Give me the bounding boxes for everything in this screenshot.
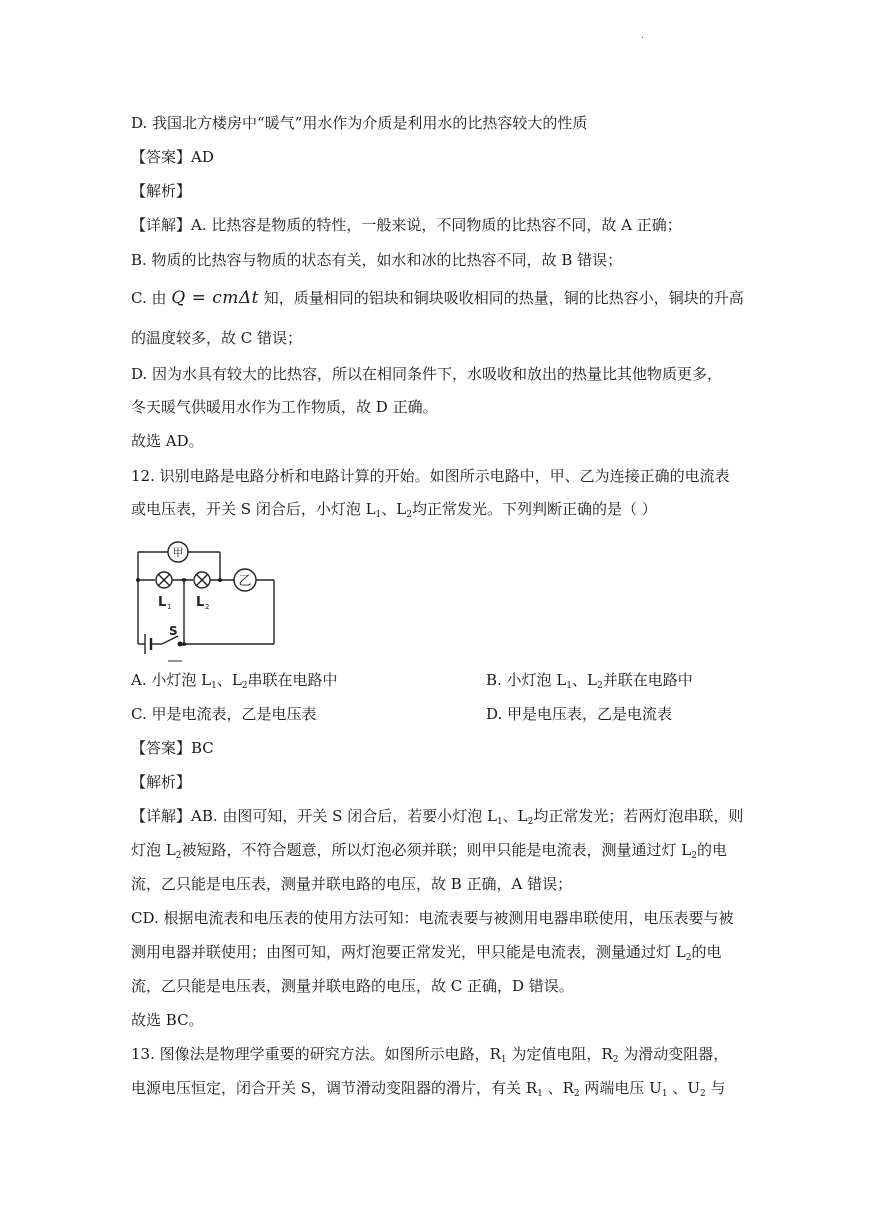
q12-detail-2-pre: 灯泡 L [131, 841, 176, 859]
q11-detail-d1: D. 因为水具有较大的比热容，所以在相同条件下，水吸收和放出的热量比其他物质更多， [131, 365, 723, 383]
sub-1: 1 [496, 817, 503, 827]
junction-bottom [182, 642, 186, 646]
sub-1: 1 [661, 1089, 668, 1099]
sub-2: 2 [175, 851, 182, 861]
q12-detail-1-pre: 【详解】AB. 由图可知，开关 S 闭合后，若要小灯泡 L [131, 807, 497, 825]
sub-2: 2 [612, 1055, 619, 1065]
sub-2: 2 [691, 851, 697, 861]
q11-detail-c-cont: 的温度较多，故 C 错误； [131, 329, 303, 347]
q11-answer: 【答案】AD [131, 148, 214, 166]
q12-option-b [486, 670, 693, 696]
sep: 、L [502, 807, 528, 825]
page-mark: . [641, 30, 645, 41]
sub-2: 2 [597, 681, 603, 691]
q13-stem-2 [131, 1078, 726, 1104]
sub-2: 2 [406, 510, 412, 520]
q11-conclusion: 故选 AD。 [131, 432, 204, 450]
q12-option-b-pre: B. 小灯泡 L [486, 671, 567, 689]
q12-analysis-label: 【解析】 [131, 773, 192, 791]
q12-detail-5-post: 的电 [691, 943, 722, 961]
q12-stem-1: 12. 识别电路是电路分析和电路计算的开始。如图所示电路中，甲、乙为连接正确的电流表 [131, 467, 730, 485]
q12-option-a-post: 串联在电路中 [247, 671, 338, 689]
q13-stem-1-mid: 为定值电阻，R [506, 1045, 613, 1063]
q11-detail-a: 【详解】A. 比热容是物质的特性，一般来说，不同物质的比热容不同，故 A 正确； [131, 216, 682, 234]
q12-option-b-post: 并联在电路中 [602, 671, 693, 689]
q13-stem-2-m2: 两端电压 U [579, 1079, 662, 1097]
q12-detail-5-pre: 测用电器并联使用；由图可知，两灯泡要正常发光，甲只能是电流表，测量通过灯 L [131, 943, 686, 961]
q11-detail-c-pre: C. 由 [131, 289, 167, 307]
sub-1: 1 [375, 510, 382, 520]
sep: 、L [216, 671, 242, 689]
sub-2: 2 [699, 1089, 706, 1099]
q13-stem-1-post: 为滑动变阻器， [618, 1045, 729, 1063]
sub-2: 2 [573, 1089, 580, 1099]
sep: 、L [381, 500, 407, 518]
q11-detail-c [131, 288, 744, 308]
lamp1-label: L [158, 595, 167, 610]
lamp2-label: L [196, 595, 205, 610]
q13-stem-2-post: 与 [705, 1079, 726, 1097]
q12-detail-2-post: 的电 [696, 841, 727, 859]
q11-detail-c-post: 知，质量相同的铝块和铜块吸收相同的热量，铜的比热容小，铜块的升高 [263, 289, 744, 307]
meter-jia-label: 甲 [172, 546, 184, 559]
sub-1: 1 [211, 681, 217, 691]
q12-detail-3: 流，乙只能是电压表，测量并联电路的电压，故 B 正确，A 错误； [131, 875, 573, 893]
meter-yi-label: 乙 [238, 574, 252, 589]
q12-conclusion: 故选 BC。 [131, 1011, 204, 1029]
q11-detail-d2: 冬天暖气供暖用水作为工作物质，故 D 正确。 [131, 398, 438, 416]
lamp2-sub: 2 [205, 603, 210, 611]
sub-1: 1 [566, 681, 573, 691]
junction-left [136, 578, 140, 582]
q13-stem-1-pre: 13. 图像法是物理学重要的研究方法。如图所示电路，R [131, 1045, 501, 1063]
q13-stem-1 [131, 1044, 728, 1070]
q11-analysis-label: 【解析】 [131, 182, 192, 200]
lamp1-sub: 1 [167, 603, 172, 611]
heat-formula: Q = cmΔt [171, 288, 260, 308]
q12-option-d: D. 甲是电压表，乙是电流表 [486, 705, 673, 723]
q12-option-c: C. 甲是电流表，乙是电压表 [131, 705, 317, 723]
q12-detail-5 [131, 942, 721, 968]
circuit-diagram [128, 534, 283, 664]
sub-1: 1 [537, 1089, 543, 1099]
sub-1: 1 [500, 1055, 507, 1065]
sub-2: 2 [685, 953, 692, 963]
sub-2: 2 [241, 681, 248, 691]
junction-middle [182, 578, 186, 582]
q13-stem-2-m3: 、U [667, 1079, 700, 1097]
q12-detail-4: CD. 根据电流表和电压表的使用方法可知：电流表要与被测用电器串联使用，电压表要与被 [131, 909, 734, 927]
q12-detail-2-mid: 被短路，不符合题意，所以灯泡必须并联；则甲只能是电流表，测量通过灯 L [181, 841, 692, 859]
q13-stem-2-m1: 、R [542, 1079, 574, 1097]
q11-option-d: D. 我国北方楼房中“暖气”用水作为介质是利用水的比热容较大的性质 [131, 114, 588, 132]
q13-stem-2-pre: 电源电压恒定，闭合开关 S，调节滑动变阻器的滑片，有关 R [131, 1079, 538, 1097]
q12-detail-1-post: 均正常发光；若两灯泡串联，则 [533, 807, 744, 825]
q12-answer: 【答案】BC [131, 739, 214, 757]
sub-2: 2 [527, 817, 534, 827]
q12-stem-2-post: 均正常发光。下列判断正确的是（ ） [411, 500, 657, 518]
junction-right [218, 578, 222, 582]
q12-stem-2 [131, 499, 657, 525]
q12-detail-2 [131, 840, 727, 866]
sep: 、L [572, 671, 597, 689]
q12-detail-6: 流，乙只能是电压表，测量并联电路的电压，故 C 正确，D 错误。 [131, 977, 574, 995]
q12-option-a-pre: A. 小灯泡 L [131, 671, 212, 689]
q12-option-a [131, 670, 338, 696]
q12-detail-1 [131, 806, 743, 832]
switch-label: S [169, 624, 178, 638]
q11-detail-b: B. 物质的比热容与物质的状态有关，如水和冰的比热容不同，故 B 错误； [131, 251, 623, 269]
q12-stem-2-pre: 或电压表，开关 S 闭合后，小灯泡 L [131, 500, 376, 518]
